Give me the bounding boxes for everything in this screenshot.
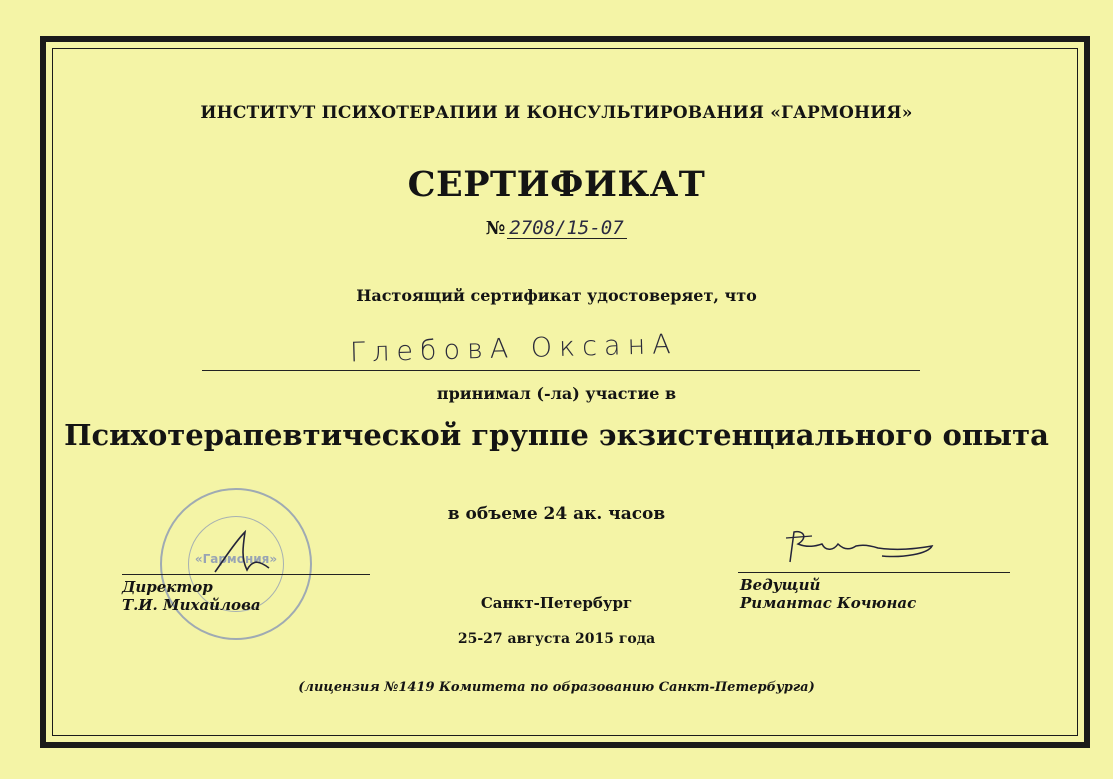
director-role: Директор: [122, 578, 213, 596]
license-text: (лицензия №1419 Комитета по образованию Санкт-Петербурга): [298, 680, 815, 695]
institute-name: ИНСТИТУТ ПСИХОТЕРАПИИ И КОНСУЛЬТИРОВАНИЯ «ГАРМОНИЯ»: [200, 103, 913, 123]
leader-role: Ведущий: [740, 576, 821, 594]
certificate-number-row: [0, 218, 1113, 239]
city: Санкт-Петербург: [480, 594, 633, 612]
leader-signature-line: [738, 572, 1010, 573]
program-name: Психотерапевтической группе экзистенциального опыта: [64, 418, 1049, 452]
certifies-text: Настоящий сертификат удостоверяет, что: [356, 286, 757, 305]
stamp-text: «Гармония»: [194, 552, 278, 566]
name-underline: [202, 370, 920, 371]
certificate-number: 2708/15-07: [507, 218, 627, 239]
certificate-title: СЕРТИФИКАТ: [407, 164, 706, 205]
director-name: Т.И. Михайлова: [122, 596, 261, 614]
director-signature-line: [122, 574, 370, 575]
leader-signature-icon: [782, 524, 942, 570]
volume-text: в объеме 24 ак. часов: [447, 504, 666, 524]
director-signature-icon: [205, 528, 275, 578]
recipient-name: ГлебовА ОксанА: [349, 328, 678, 369]
number-label: №: [485, 218, 506, 239]
event-dates: 25-27 августа 2015 года: [457, 631, 656, 647]
leader-name: Римантас Кочюнас: [740, 594, 917, 612]
participated-text: принимал (-ла) участие в: [436, 384, 677, 403]
